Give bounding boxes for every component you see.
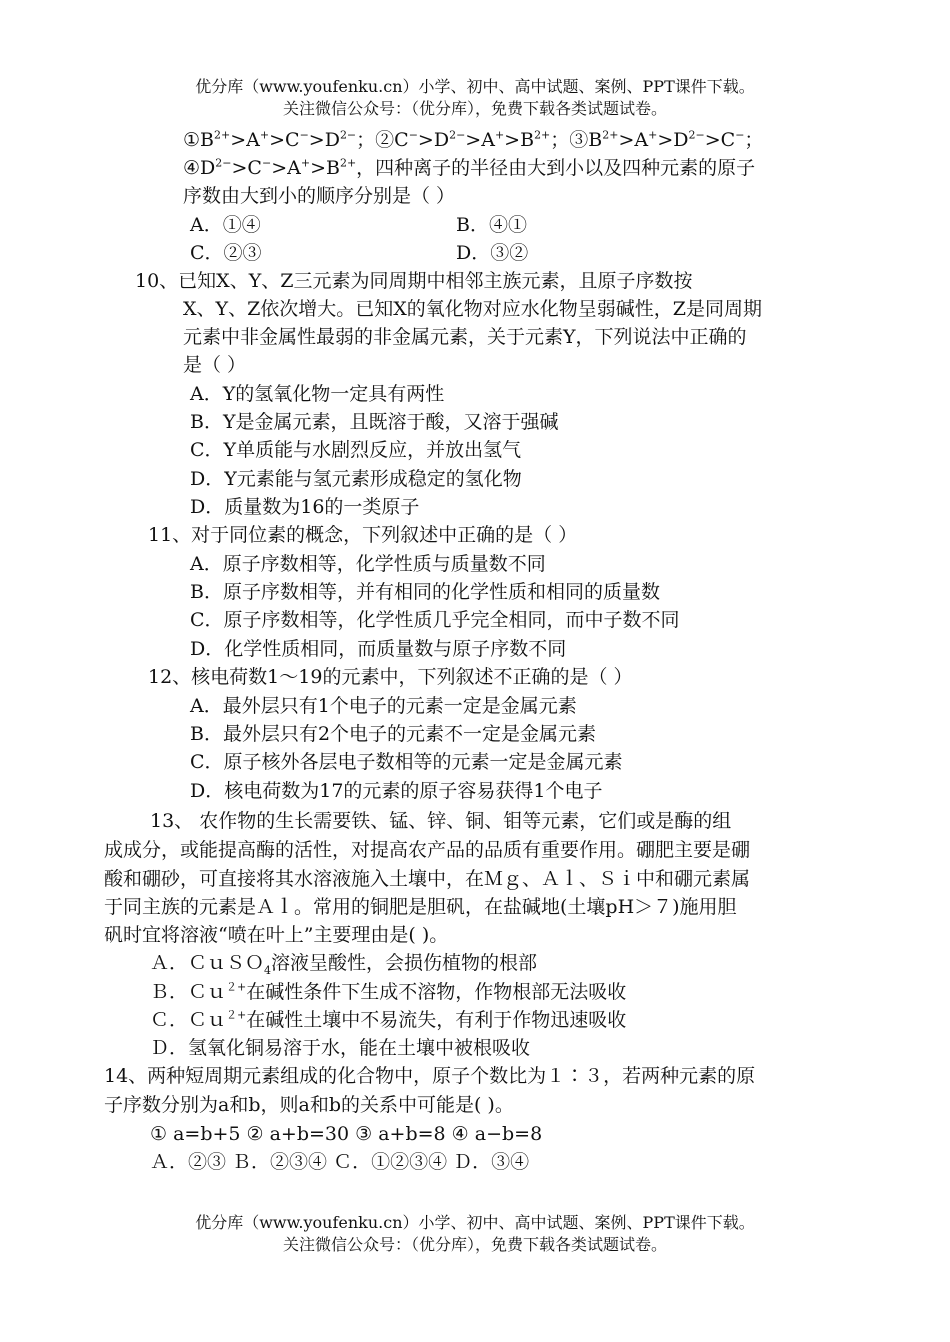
q9-option-c: C．②③ [190,242,262,264]
q13-option-a: Ａ．ＣｕＳＯ$_4$溶液呈酸性，会损伤植物的根部 [150,952,538,977]
q9-line-3: 序数由大到小的顺序分别是（ ） [183,185,456,207]
q9-line-1: $①B^{2+}>A^+>C^->D^{2-}$；$②C^->D^{2-}>A^+>B^{2+}$；$③B^{2+}>A^+>D^{2-}>C^-$； [183,128,764,151]
q10-line-2: X、Y、Z依次增大。已知X的氧化物对应水化物呈弱碱性，Z是同周期 [183,298,763,320]
footer-line-1: 优分库（www.youfenku.cn）小学、初中、高中试题、案例、PPT课件下载。 [195,1213,755,1232]
q9-option-b: B．④① [456,214,527,236]
q11-option-c: C．原子序数相等，化学性质几乎完全相同，而中子数不同 [190,609,680,631]
q11-option-d: D．化学性质相同，而质量数与原子序数不同 [190,638,567,660]
q10-line-3: 元素中非金属性最弱的非金属元素，关于元素Y，下列说法中正确的 [183,326,747,348]
q12-option-b: B．最外层只有2个电子的元素不一定是金属元素 [190,723,597,745]
q10-line-1: 10、已知X、Y、Z三元素为同周期中相邻主族元素，且原子序数按 [135,270,693,292]
q13-line-1: 13、 农作物的生长需要铁、锰、锌、铜、钼等元素，它们或是酶的组 [150,810,732,832]
header-line-2: 关注微信公众号：（优分库），免费下载各类试题试卷。 [282,99,667,118]
q12-option-d: D．核电荷数为17的元素的原子容易获得1个电子 [190,780,603,802]
q13-option-d: Ｄ．氢氧化铜易溶于水，能在土壤中被根吸收 [150,1037,531,1059]
q13-line-2: 成成分，或能提高酶的活性，对提高农产品的品质有重要作用。硼肥主要是硼 [104,839,751,861]
q12-stem: 12、核电荷数1～19的元素中，下列叙述不正确的是（ ） [148,666,633,688]
footer-line-2: 关注微信公众号：（优分库），免费下载各类试题试卷。 [282,1235,667,1254]
q12-option-a: A．最外层只有1个电子的元素一定是金属元素 [190,695,577,717]
q10-option-a: A．Y的氢氧化物一定具有两性 [190,383,445,405]
q11-option-b: B．原子序数相等，并有相同的化学性质和相同的质量数 [190,581,660,603]
q14-answers: Ａ．②③ Ｂ．②③④ Ｃ．①②③④ Ｄ．③④ [150,1151,530,1173]
q14-line-1: 14、两种短周期元素组成的化合物中，原子个数比为１∶３，若两种元素的原 [104,1065,756,1087]
header-line-1: 优分库（www.youfenku.cn）小学、初中、高中试题、案例、PPT课件下载。 [195,77,755,96]
q10-line-4: 是（ ） [183,354,247,376]
q13-option-c: Ｃ．Ｃｕ$^{2+}$在碱性土壤中不易流失，有利于作物迅速吸收 [150,1008,627,1031]
q12-option-c: C．原子核外各层电子数相等的元素一定是金属元素 [190,751,623,773]
q10-option-b: B．Y是金属元素，且既溶于酸，又溶于强碱 [190,411,559,433]
q13-line-3: 酸和硼砂，可直接将其水溶液施入土壤中，在Ｍｇ、Ａｌ、Ｓｉ中和硼元素属 [104,868,751,890]
q11-stem: 11、对于同位素的概念，下列叙述中正确的是（ ） [148,524,578,546]
q14-choices: ① a=b+5 ② a+b=30 ③ a+b=8 ④ a−b=8 [150,1123,543,1145]
q13-line-4: 于同主族的元素是Ａｌ。常用的铜肥是胆矾，在盐碱地(土壤pH＞７)施用胆 [104,896,737,918]
q13-line-5: 矾时宜将溶液“喷在叶上”主要理由是( )。 [104,924,449,946]
q10-option-d: D．Y元素能与氢元素形成稳定的氢化物 [190,468,522,490]
q11-option-a: A．原子序数相等，化学性质与质量数不同 [190,553,546,575]
q14-line-2: 子序数分别为a和b，则a和b的关系中可能是( )。 [104,1094,514,1116]
q13-option-b: Ｂ．Ｃｕ$^{2+}$在碱性条件下生成不溶物，作物根部无法吸收 [150,980,627,1003]
q10-option-c: C．Y单质能与水剧烈反应，并放出氢气 [190,439,522,461]
q10-option-d-extra: D．质量数为16的一类原子 [190,496,420,518]
q9-option-a: A．①④ [190,214,261,236]
q9-line-2: $④D^{2-}>C^->A^+>B^{2+}$，四种离子的半径由大到小以及四种元素的原子 [183,156,756,179]
q9-option-d: D．③② [456,242,529,264]
